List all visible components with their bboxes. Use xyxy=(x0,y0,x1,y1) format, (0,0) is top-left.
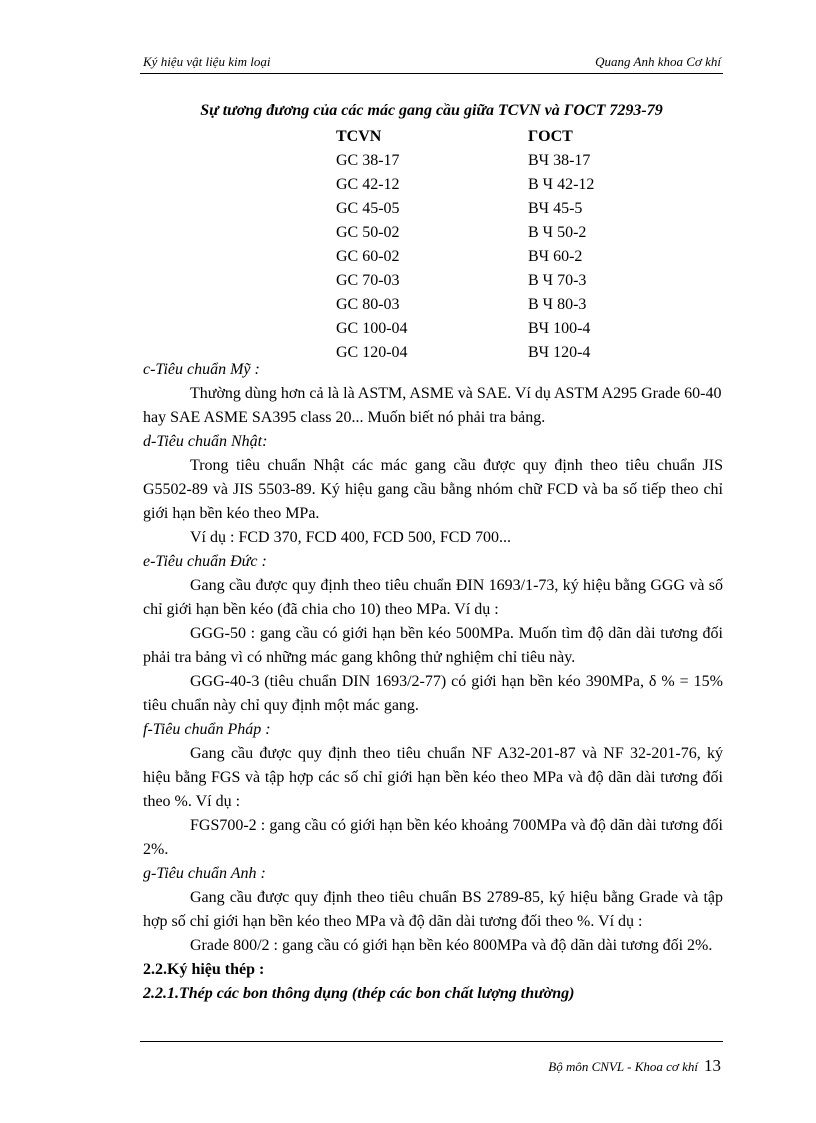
table-row xyxy=(336,221,636,245)
example-germany-2: GGG-40-3 (tiêu chuẩn DIN 1693/2-77) có giới hạn bền kéo 390MPa, δ % = 15% tiêu chuẩn này chỉ quy định một mác gang. xyxy=(143,673,723,714)
header-right-text: Quang Anh khoa Cơ khí xyxy=(595,54,721,69)
table-cell-goct: BЧ 100-4 xyxy=(528,320,591,337)
table-cell-goct: B Ч 70-3 xyxy=(528,272,587,289)
table-header-tcvn: TCVN xyxy=(336,128,382,145)
heading-carbon-steel: 2.2.1.Thép các bon thông dụng (thép các bon chất lượng thường) xyxy=(143,985,575,1002)
page-footer xyxy=(548,1056,721,1076)
table-row xyxy=(336,245,636,269)
table-header-goct: ΓOCT xyxy=(528,128,573,145)
table-cell-tcvn: GC 70-03 xyxy=(336,272,400,289)
table-cell-tcvn: GC 50-02 xyxy=(336,224,400,241)
footer-rule xyxy=(140,1041,723,1042)
header-rule xyxy=(140,73,723,74)
heading-steel-symbols: 2.2.Ký hiệu thép : xyxy=(143,961,265,978)
section-heading-japan: d-Tiêu chuẩn Nhật: xyxy=(143,433,268,450)
section-heading-uk: g-Tiêu chuẩn Anh : xyxy=(143,865,266,882)
table-cell-tcvn: GC 60-02 xyxy=(336,248,400,265)
document-body xyxy=(143,358,723,1006)
example-uk: Grade 800/2 : gang cầu có giới hạn bền kéo 800MPa và độ dãn dài tương đối 2%. xyxy=(190,937,713,954)
section-heading-us: c-Tiêu chuẩn Mỹ : xyxy=(143,361,260,378)
table-cell-goct: BЧ 60-2 xyxy=(528,248,583,265)
table-row xyxy=(336,269,636,293)
table-cell-tcvn: GC 120-04 xyxy=(336,344,408,361)
table-cell-goct: B Ч 50-2 xyxy=(528,224,587,241)
table-title: Sự tương đương của các mác gang cầu giữa TCVN và ΓOCT 7293-79 xyxy=(200,102,663,119)
table-cell-goct: B Ч 80-3 xyxy=(528,296,587,313)
table-cell-tcvn: GC 45-05 xyxy=(336,200,400,217)
table-header-row xyxy=(336,125,636,149)
table-cell-tcvn: GC 42-12 xyxy=(336,176,400,193)
equivalence-table xyxy=(336,125,636,365)
table-cell-tcvn: GC 38-17 xyxy=(336,152,400,169)
footer-department: Bộ môn CNVL - Khoa cơ khí xyxy=(548,1059,698,1074)
table-cell-goct: BЧ 38-17 xyxy=(528,152,591,169)
table-row xyxy=(336,317,636,341)
header-left-text: Ký hiệu vật liệu kim loại xyxy=(143,54,271,69)
paragraph-france: Gang cầu được quy định theo tiêu chuẩn NF A32-201-87 và NF 32-201-76, ký hiệu bằng FGS và tập hợp các số chỉ giới hạn bền kéo theo MPa và độ dãn dài tương đối theo %. Ví dụ : xyxy=(143,745,723,810)
table-cell-tcvn: GC 100-04 xyxy=(336,320,408,337)
paragraph-germany: Gang cầu được quy định theo tiêu chuẩn ĐIN 1693/1-73, ký hiệu bằng GGG và số chỉ giới hạn bền kéo (đã chia cho 10) theo MPa. Ví dụ : xyxy=(143,577,723,618)
example-japan: Ví dụ : FCD 370, FCD 400, FCD 500, FCD 700... xyxy=(190,529,511,546)
example-germany-1: GGG-50 : gang cầu có giới hạn bền kéo 500MPa. Muốn tìm độ dãn dài tương đối phải tra bảng vì có những mác gang không thử nghiệm chỉ tiêu này. xyxy=(143,625,723,666)
table-cell-goct: BЧ 120-4 xyxy=(528,344,591,361)
section-heading-france: f-Tiêu chuẩn Pháp : xyxy=(143,721,271,738)
table-cell-goct: B Ч 42-12 xyxy=(528,176,595,193)
table-row xyxy=(336,149,636,173)
table-cell-tcvn: GC 80-03 xyxy=(336,296,400,313)
table-row xyxy=(336,197,636,221)
page-number: 13 xyxy=(704,1056,721,1075)
paragraph-uk: Gang cầu được quy định theo tiêu chuẩn BS 2789-85, ký hiệu bằng Grade và tập hợp số chỉ giới hạn bền kéo theo MPa và độ dãn dài tương đối theo %. Ví dụ : xyxy=(143,889,723,930)
section-heading-germany: e-Tiêu chuẩn Đức : xyxy=(143,553,267,570)
example-france: FGS700-2 : gang cầu có giới hạn bền kéo khoảng 700MPa và độ dãn dài tương đối 2%. xyxy=(143,817,723,858)
paragraph-us: Thường dùng hơn cả là là ASTM, ASME và SAE. Ví dụ ASTM A295 Grade 60-40 hay SAE ASME SA395 class 20... Muốn biết nó phải tra bảng. xyxy=(143,385,722,426)
table-cell-goct: BЧ 45-5 xyxy=(528,200,583,217)
table-row xyxy=(336,293,636,317)
table-row xyxy=(336,173,636,197)
paragraph-japan: Trong tiêu chuẩn Nhật các mác gang cầu được quy định theo tiêu chuẩn JIS G5502-89 và JIS 5503-89. Ký hiệu gang cầu bằng nhóm chữ FCD và ba số tiếp theo chỉ giới hạn bền kéo theo MPa. xyxy=(143,457,723,522)
